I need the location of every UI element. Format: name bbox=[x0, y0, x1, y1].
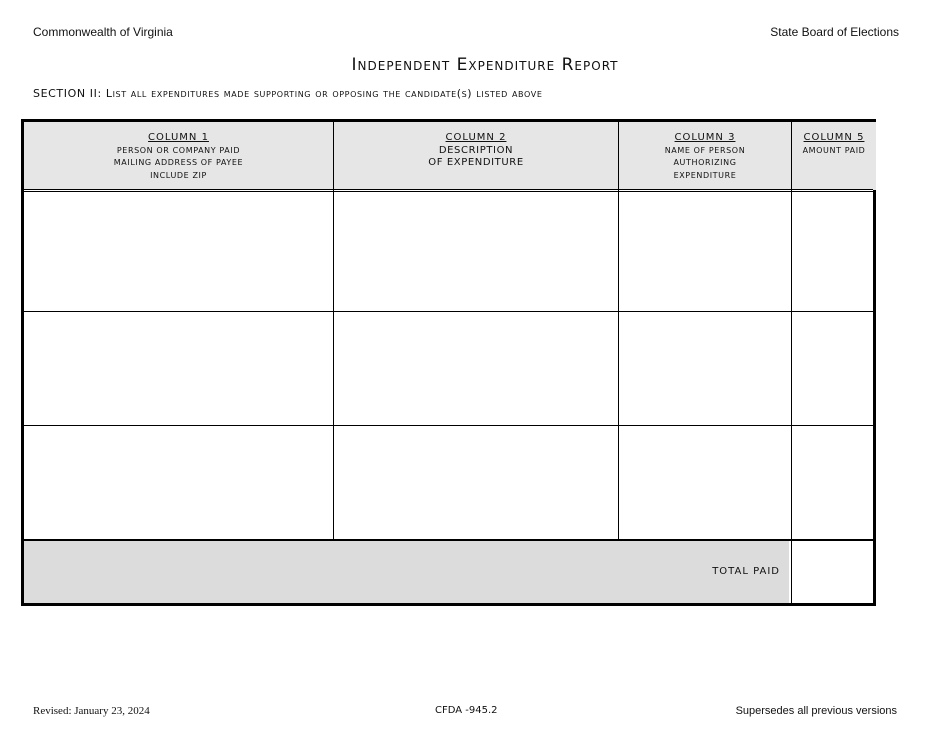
column-5-sub: AMOUNT PAID bbox=[802, 145, 866, 155]
section-heading: SECTION II: List all expenditures made supporting or opposing the candidate(s) listed above bbox=[33, 87, 543, 100]
row-2-column-1-field[interactable] bbox=[24, 312, 333, 425]
form-number: CFDA -945.2 bbox=[435, 705, 498, 716]
row-3-column-3-field[interactable] bbox=[619, 426, 791, 539]
row-3-column-2-field[interactable] bbox=[334, 426, 618, 539]
divider bbox=[24, 189, 873, 190]
column-1-sub: INCLUDE ZIP bbox=[150, 170, 207, 180]
page-title: Independent Expenditure Report bbox=[351, 55, 619, 75]
row-1-column-2-field[interactable] bbox=[334, 192, 618, 311]
row-2-column-3-field[interactable] bbox=[619, 312, 791, 425]
total-row bbox=[24, 541, 789, 603]
column-3-sub: AUTHORIZING bbox=[673, 158, 737, 167]
revised-date: Revised: January 23, 2024 bbox=[33, 705, 150, 717]
total-paid-field[interactable] bbox=[792, 541, 876, 603]
header-right: State Board of Elections bbox=[770, 25, 899, 39]
divider bbox=[24, 539, 873, 541]
total-paid-label: TOTAL PAID bbox=[712, 566, 780, 577]
header-left: Commonwealth of Virginia bbox=[33, 25, 173, 39]
row-3-column-1-field[interactable] bbox=[24, 426, 333, 539]
column-2-label: COLUMN 2 bbox=[445, 132, 507, 143]
column-3-sub: NAME OF PERSON bbox=[664, 145, 746, 155]
column-2-sub: OF EXPENDITURE bbox=[428, 156, 524, 168]
row-2-column-2-field[interactable] bbox=[334, 312, 618, 425]
row-3-column-5-field[interactable] bbox=[792, 426, 876, 539]
column-1-label: COLUMN 1 bbox=[148, 132, 209, 143]
row-1-column-5-field[interactable] bbox=[792, 192, 876, 311]
column-3-label: COLUMN 3 bbox=[674, 132, 736, 143]
supersedes-note: Supersedes all previous versions bbox=[735, 705, 897, 717]
column-1-header bbox=[24, 122, 333, 190]
row-1-column-3-field[interactable] bbox=[619, 192, 791, 311]
column-1-sub: PERSON OR COMPANY PAID bbox=[116, 145, 241, 155]
column-5-header bbox=[792, 122, 876, 190]
expenditure-table bbox=[21, 119, 876, 606]
column-2-sub: DESCRIPTION bbox=[438, 144, 514, 156]
row-1-column-1-field[interactable] bbox=[24, 192, 333, 311]
column-5-label: COLUMN 5 bbox=[803, 132, 865, 143]
column-1-sub: MAILING ADDRESS OF PAYEE bbox=[113, 158, 244, 167]
column-2-header bbox=[334, 122, 618, 190]
column-3-header bbox=[619, 122, 791, 190]
row-2-column-5-field[interactable] bbox=[792, 312, 876, 425]
column-3-sub: EXPENDITURE bbox=[673, 170, 737, 180]
